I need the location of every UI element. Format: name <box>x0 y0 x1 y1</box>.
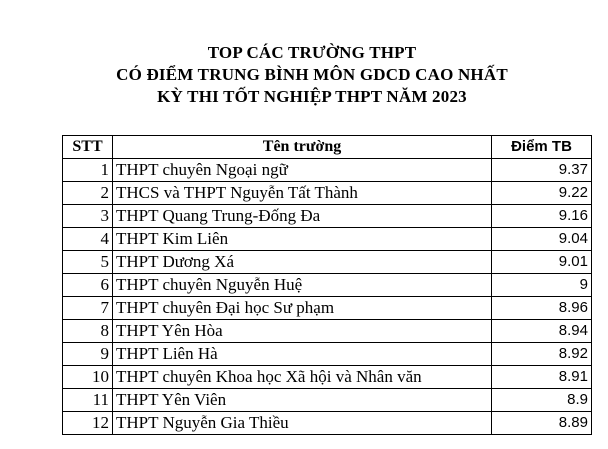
row-school: THPT Nguyễn Gia Thiều <box>113 412 492 435</box>
table-row <box>63 159 592 182</box>
row-stt: 10 <box>63 366 113 389</box>
row-stt: 2 <box>63 182 113 205</box>
row-score: 8.96 <box>492 297 592 320</box>
row-score: 8.91 <box>492 366 592 389</box>
row-school: THPT chuyên Ngoại ngữ <box>113 159 492 182</box>
row-school: THPT chuyên Nguyễn Huệ <box>113 274 492 297</box>
row-school: THPT chuyên Đại học Sư phạm <box>113 297 492 320</box>
row-stt: 11 <box>63 389 113 412</box>
row-school: THPT Kim Liên <box>113 228 492 251</box>
row-school: THPT Yên Hòa <box>113 320 492 343</box>
row-stt: 9 <box>63 343 113 366</box>
row-score: 8.89 <box>492 412 592 435</box>
row-score: 8.9 <box>492 389 592 412</box>
row-stt: 1 <box>63 159 113 182</box>
row-stt: 4 <box>63 228 113 251</box>
table-row <box>63 343 592 366</box>
table-header-row <box>63 136 592 159</box>
row-school: THPT Quang Trung-Đống Đa <box>113 205 492 228</box>
table-row <box>63 274 592 297</box>
header-school: Tên trường <box>113 136 492 159</box>
ranking-table <box>62 135 592 435</box>
row-school: THPT chuyên Khoa học Xã hội và Nhân văn <box>113 366 492 389</box>
title-line-1: TOP CÁC TRƯỜNG THPT <box>207 43 417 62</box>
row-stt: 7 <box>63 297 113 320</box>
row-school: THPT Yên Viên <box>113 389 492 412</box>
row-school: THCS và THPT Nguyễn Tất Thành <box>113 182 492 205</box>
row-score: 9.04 <box>492 228 592 251</box>
row-score: 9.37 <box>492 159 592 182</box>
table-row <box>63 412 592 435</box>
header-score: Điểm TB <box>492 136 592 159</box>
table-row <box>63 320 592 343</box>
table-row <box>63 366 592 389</box>
row-score: 8.94 <box>492 320 592 343</box>
row-score: 9 <box>492 274 592 297</box>
document-title <box>0 42 608 108</box>
row-score: 9.22 <box>492 182 592 205</box>
row-stt: 3 <box>63 205 113 228</box>
table-row <box>63 205 592 228</box>
table-row <box>63 182 592 205</box>
row-stt: 6 <box>63 274 113 297</box>
title-line-2: CÓ ĐIỂM TRUNG BÌNH MÔN GDCD CAO NHẤT <box>116 65 508 84</box>
title-line-3: KỲ THI TỐT NGHIỆP THPT NĂM 2023 <box>157 87 467 106</box>
row-score: 9.01 <box>492 251 592 274</box>
table-row <box>63 228 592 251</box>
row-stt: 8 <box>63 320 113 343</box>
table-row <box>63 251 592 274</box>
table-row <box>63 389 592 412</box>
row-score: 9.16 <box>492 205 592 228</box>
header-stt: STT <box>63 136 113 159</box>
row-stt: 12 <box>63 412 113 435</box>
table-row <box>63 297 592 320</box>
row-score: 8.92 <box>492 343 592 366</box>
row-school: THPT Dương Xá <box>113 251 492 274</box>
row-school: THPT Liên Hà <box>113 343 492 366</box>
row-stt: 5 <box>63 251 113 274</box>
